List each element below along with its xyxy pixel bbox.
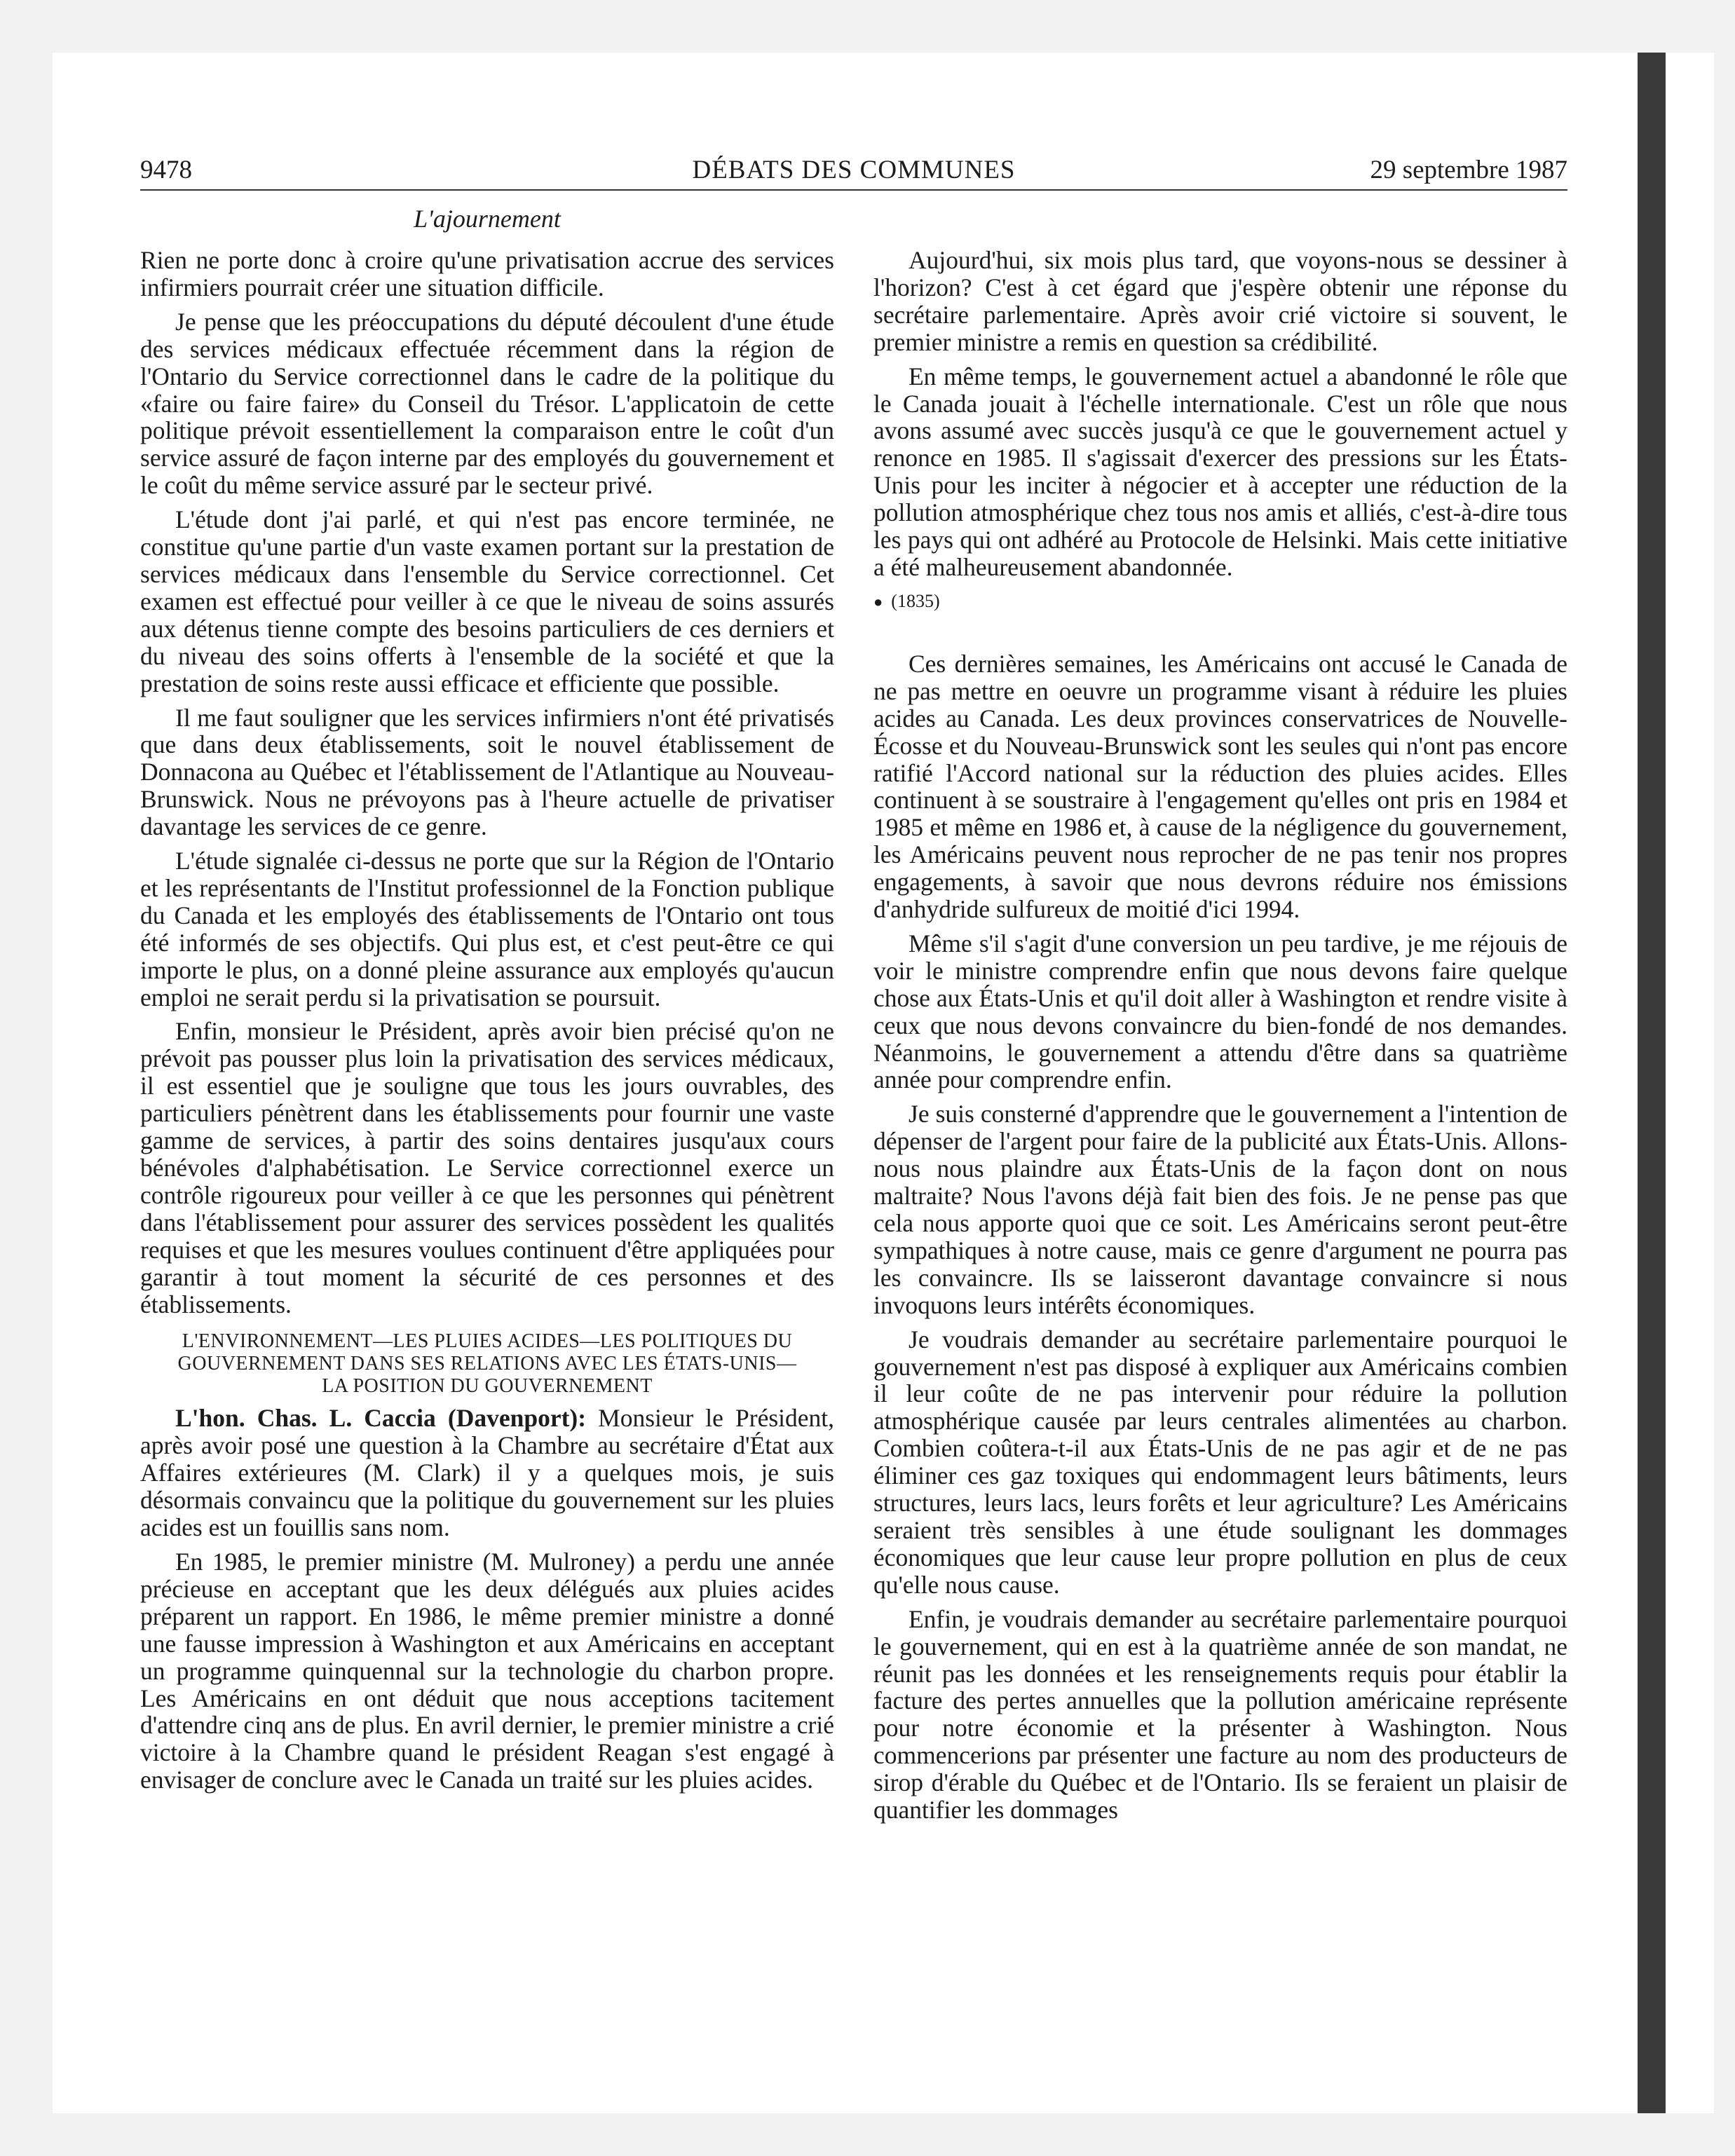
speaker-name: L'hon. Chas. L. Caccia (Davenport):	[175, 1404, 587, 1433]
paragraph: Même s'il s'agit d'une conversion un peu tardive, je me réjouis de voir le ministre comprendre enfin que nous devons faire quelque chose aux États-Unis et qu'il doit aller à Washington et rendre visite à ceux que nous devons convaincre du bien-fondé de nos demandes. Néanmoins, le gouvernement a attendu d'être dans sa quatrième année pour comprendre enfin.	[873, 929, 1567, 1094]
right-column	[873, 247, 1567, 1824]
paragraph: Je voudrais demander au secrétaire parlementaire pourquoi le gouvernement n'est pas disposé à expliquer aux Américains combien il leur coûte de ne pas intervenir pour réduire la pollution atmosphérique causée par leurs centrales alimentées au charbon. Combien coûtera-t-il aux États-Unis de ne pas agir et de ne pas éliminer ces gaz toxiques qui endommagent leurs bâtiments, leurs structures, leurs lacs, leurs forêts et leur agriculture? Les Américains seraient très sensibles à une étude soulignant les dommages économiques que leur cause leur propre pollution en plus de ceux qu'elle nous cause.	[873, 1325, 1567, 1599]
section-title: L'ajournement	[414, 205, 561, 233]
time-marker	[873, 588, 1567, 615]
rubric-line: L'ENVIRONNEMENT—LES PLUIES ACIDES—LES POLITIQUES DU	[182, 1330, 793, 1353]
paragraph: Rien ne porte donc à croire qu'une privatisation accrue des services infirmiers pourrait créer une situation difficile.	[140, 246, 834, 301]
running-header	[140, 153, 1567, 188]
paragraph: L'étude signalée ci-dessus ne porte que sur la Région de l'Ontario et les représentants de l'Institut professionnel de la Fonction publique du Canada et les employés des établissements de l'Ontario ont tous été informés de ses objectifs. Qui plus est, et c'est peut-être ce qui importe le plus, on a donné pleine assurance aux employés qu'aucun emploi ne serait perdu si la privatisation se poursuit.	[140, 847, 834, 1011]
paragraph: L'étude dont j'ai parlé, et qui n'est pas encore terminée, ne constitue qu'une partie d'un vaste examen portant sur la prestation de services médicaux dans l'ensemble du Service correctionnel. Cet examen est effectué pour veiller à ce que le niveau de soins assurés aux détenus tienne compte des besoins particuliers de ces derniers et du niveau des soins offerts à l'ensemble de la société et que la prestation de soins reste aussi efficace et efficiente que possible.	[140, 505, 834, 697]
speech-text: Monsieur le Président, après avoir posé une question à la Chambre au secrétaire d'État aux Affaires extérieures (M. Clark) il y a quelques mois, je suis désormais convaincu que la politique du gouvernement sur les pluies acides est un fouillis sans nom.	[140, 1404, 835, 1542]
bullet-icon: ●	[873, 592, 883, 610]
paragraph: Enfin, je voudrais demander au secrétaire parlementaire pourquoi le gouvernement, qui en est à la quatrième année de son mandat, ne réunit pas les données et les renseignements requis pour établir la facture des pertes annuelles que la pollution américaine représente pour notre économie et la présenter à Washington. Nous commencerions par présenter une facture au nom des producteurs de sirop d'érable du Québec et de l'Ontario. Ils se feraient un plaisir de quantifier les dommages	[873, 1604, 1567, 1824]
paragraph: En 1985, le premier ministre (M. Mulroney) a perdu une année précieuse en acceptant que les deux délégués aux pluies acides préparent un rapport. En 1986, le même premier ministre a donné une fausse impression à Washington et aux Américains en acceptant un programme quinquennal sur la technologie du charbon propre. Les Américains en ont déduit que nous acceptions tacitement d'attendre cinq ans de plus. En avril dernier, le premier ministre a crié victoire à la Chambre quand le président Reagan s'est engagé à envisager de conclure avec le Canada un traité sur les pluies acides.	[140, 1547, 834, 1794]
paragraph: Il me faut souligner que les services infirmiers n'ont été privatisés que dans deux établissements, soit le nouvel établissement de Donnacona au Québec et l'établissement de l'Atlantique au Nouveau-Brunswick. Nous ne prévoyons pas à l'heure actuelle de privatiser davantage les services de ce genre.	[140, 703, 834, 841]
time-marker-label: (1835)	[891, 590, 940, 611]
publication-date: 29 septembre 1987	[1370, 156, 1567, 184]
paragraph: En même temps, le gouvernement actuel a abandonné le rôle que le Canada jouait à l'échelle internationale. C'est un rôle que nous avons assumé avec succès jusqu'à ce que le gouvernement actuel y renonce en 1985. Il s'agissait d'exercer des pressions sur les États-Unis pour les inciter à négocier et à accepter une réduction de la pollution atmosphérique chez tous nos amis et alliés, c'est-à-dire tous les pays qui ont adhéré au Protocole de Helsinki. Mais cette initiative a été malheureusement abandonnée.	[873, 362, 1567, 581]
publication-title: DÉBATS DES COMMUNES	[692, 156, 1016, 184]
paragraph: Ces dernières semaines, les Américains ont accusé le Canada de ne pas mettre en oeuvre un programme visant à réduire les pluies acides au Canada. Les deux provinces conservatrices de Nouvelle-Écosse et du Nouveau-Brunswick sont les seules qui n'ont pas encore ratifié l'Accord national sur la réduction des pluies acides. Elles continuent à se soustraire à l'engagement qu'elles ont pris en 1984 et 1985 et même en 1986 et, à cause de la négligence du gouvernement, les Américains peuvent nous reprocher de ne pas tenir nos propres engagements, à savoir que nous devrons réduire nos émissions d'anhydride sulfureux de moitié d'ici 1994.	[873, 649, 1567, 924]
paragraph: Aujourd'hui, six mois plus tard, que voyons-nous se dessiner à l'horizon? C'est à cet égard que j'espère obtenir une réponse du secrétaire parlementaire. Après avoir crié victoire si souvent, le premier ministre a remis en question sa crédibilité.	[873, 246, 1567, 356]
paragraph: Je pense que les préoccupations du député découlent d'une étude des services médicaux effectuée récemment dans la région de l'Ontario du Service correctionnel dans le cadre de la politique du «faire ou faire faire» du Conseil du Trésor. L'applicatoin de cette politique prévoit essentiellement la comparaison entre le coût d'un service assuré de façon interne par des employés du gouvernement et le coût du même service assuré par le secteur privé.	[140, 307, 834, 500]
page-number: 9478	[140, 156, 192, 184]
paragraph: Enfin, monsieur le Président, après avoir bien précisé qu'on ne prévoit pas pousser plus loin la privatisation des services médicaux, il est essentiel que je souligne que tous les jours ouvrables, des particuliers pénètrent dans les établissements pour fournir une vaste gamme de services, à partir des soins dentaires jusqu'aux cours bénévoles d'alphabétisation. Le Service correctionnel exerce un contrôle rigoureux pour veiller à ce que les personnes qui pénètrent dans l'établissement pour assurer des services possèdent les qualités requises et que les mesures voulues continuent d'être appliquées pour garantir à tout moment la sécurité de ces personnes et des établissements.	[140, 1017, 834, 1318]
debate-rubric	[140, 1330, 834, 1398]
header-rule	[140, 189, 1567, 191]
rubric-line: GOUVERNEMENT DANS SES RELATIONS AVEC LES ÉTATS-UNIS—	[177, 1353, 797, 1375]
speech-opening	[140, 1405, 834, 1541]
scan-edge	[1638, 53, 1666, 2113]
left-column	[140, 247, 834, 1794]
rubric-line: LA POSITION DU GOUVERNEMENT	[322, 1375, 653, 1398]
paragraph: Je suis consterné d'apprendre que le gouvernement a l'intention de dépenser de l'argent pour faire de la publicité aux États-Unis. Allons-nous nous plaindre aux États-Unis de la façon dont on nous maltraite? Nous l'avons déjà fait bien des fois. Je ne pense pas que cela nous apporte quoi que ce soit. Les Américains seront peut-être sympathiques à notre cause, mais ce genre d'argument ne pourra pas les convaincre. Ils se laisseront davantage convaincre si nous invoquons leurs intérêts économiques.	[873, 1100, 1567, 1319]
